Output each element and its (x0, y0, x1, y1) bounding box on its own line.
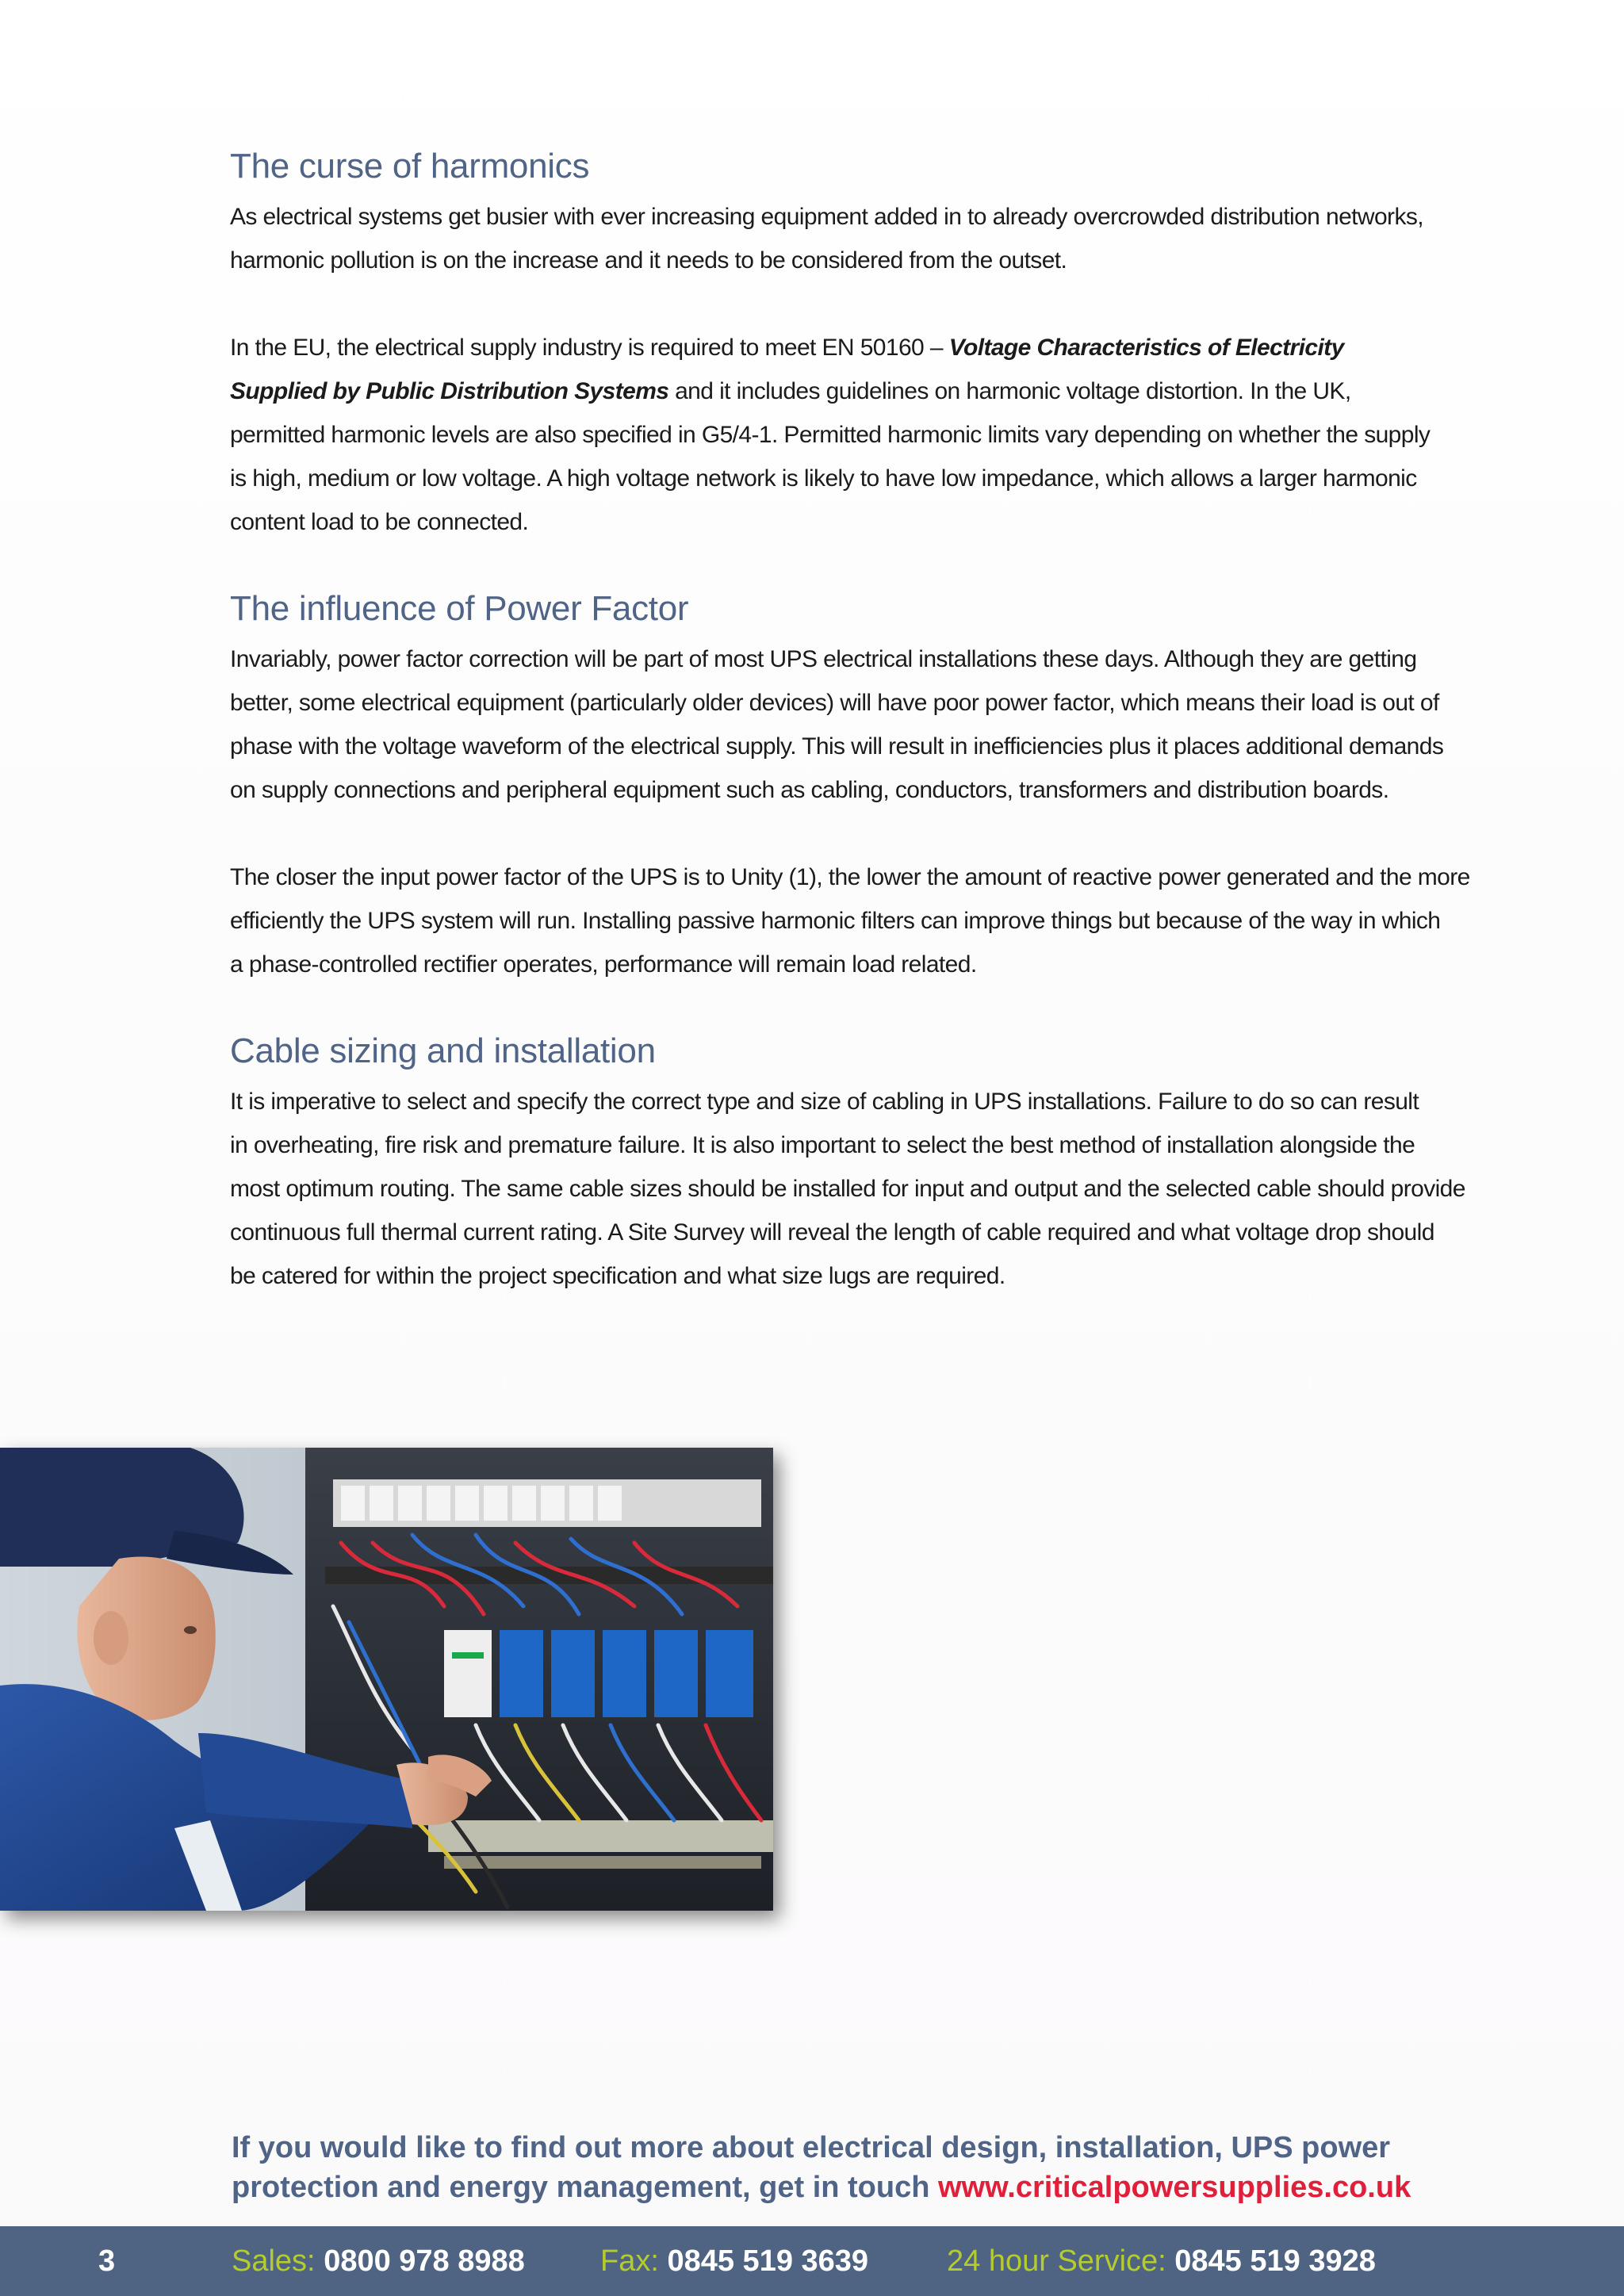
website-link[interactable]: www.criticalpowersupplies.co.uk (938, 2171, 1411, 2204)
fax-contact (600, 2226, 868, 2296)
text-line: in overheating, fire risk and premature failure. It is also important to select the best method of installation alongside the (230, 1132, 1415, 1158)
text-line: most optimum routing. The same cable sizes should be installed for input and output and the selected cable should provide (230, 1176, 1465, 1202)
section-heading: The curse of harmonics (230, 147, 590, 186)
section-cable-sizing (230, 1027, 1562, 1298)
text-line: is high, medium or low voltage. A high voltage network is likely to have low impedance, which allows a larger harmonic (230, 465, 1417, 492)
standard-title-emphasis: Voltage Characteristics of Electricity (948, 335, 1344, 361)
standard-title-emphasis: Supplied by Public Distribution Systems (230, 378, 669, 404)
paragraph (230, 637, 1562, 812)
text-line: continuous full thermal current rating. A Site Survey will reveal the length of cable required and what voltage drop should (230, 1219, 1434, 1246)
cta-line: If you would like to find out more about electrical design, installation, UPS power (232, 2131, 1391, 2164)
text-line: The closer the input power factor of the UPS is to Unity (1), the lower the amount of reactive power generated and the more (230, 864, 1470, 890)
paragraph (230, 855, 1562, 986)
text-line: and it includes guidelines on harmonic voltage distortion. In the UK, (668, 378, 1351, 404)
footer-bar (0, 2226, 1624, 2296)
page-number: 3 (98, 2244, 116, 2278)
text-line: As electrical systems get busier with ever increasing equipment added in to already overcrowded distribution networks, (230, 204, 1423, 230)
service-number: 0845 519 3928 (1174, 2244, 1376, 2278)
service-contact (947, 2226, 1376, 2296)
article-body (230, 143, 1562, 1298)
section-power-factor (230, 585, 1562, 986)
section-harmonics (230, 143, 1562, 544)
text-line: better, some electrical equipment (particularly older devices) will have poor power factor, which means their load is out of (230, 690, 1439, 716)
paragraph (230, 326, 1562, 544)
text-line: phase with the voltage waveform of the electrical supply. This will result in inefficiencies plus it places additional demands (230, 733, 1444, 760)
text-line: on supply connections and peripheral equipment such as cabling, conductors, transformers and distribution boards. (230, 777, 1389, 803)
sales-number: 0800 978 8988 (324, 2244, 525, 2278)
electrician-photo (0, 1448, 773, 1911)
sales-label: Sales: (232, 2244, 316, 2278)
paragraph (230, 1080, 1562, 1298)
text-line: efficiently the UPS system will run. Installing passive harmonic filters can improve things but because of the way in which (230, 908, 1441, 934)
text-line: It is imperative to select and specify the correct type and size of cabling in UPS installations. Failure to do so can result (230, 1089, 1419, 1115)
text-line: harmonic pollution is on the increase and it needs to be considered from the outset. (230, 247, 1067, 274)
text-line: In the EU, the electrical supply industry is required to meet EN 50160 – (230, 335, 949, 361)
text-line: a phase-controlled rectifier operates, performance will remain load related. (230, 951, 977, 978)
sales-contact (232, 2226, 525, 2296)
section-heading: Cable sizing and installation (230, 1031, 656, 1070)
section-heading: The influence of Power Factor (230, 589, 689, 628)
text-line: content load to be connected. (230, 509, 529, 535)
cta-text: protection and energy management, get in touch (232, 2171, 938, 2204)
service-label: 24 hour Service: (947, 2244, 1166, 2278)
text-line: permitted harmonic levels are also specified in G5/4-1. Permitted harmonic limits vary depending on whether the supply (230, 422, 1431, 448)
contact-call-to-action (232, 2128, 1580, 2207)
text-line: Invariably, power factor correction will be part of most UPS electrical installations these days. Although they are getting (230, 646, 1417, 672)
paragraph (230, 195, 1562, 282)
fax-label: Fax: (600, 2244, 659, 2278)
cta-line (232, 2168, 1580, 2207)
text-line: be catered for within the project specification and what size lugs are required. (230, 1263, 1005, 1289)
fax-number: 0845 519 3639 (667, 2244, 869, 2278)
